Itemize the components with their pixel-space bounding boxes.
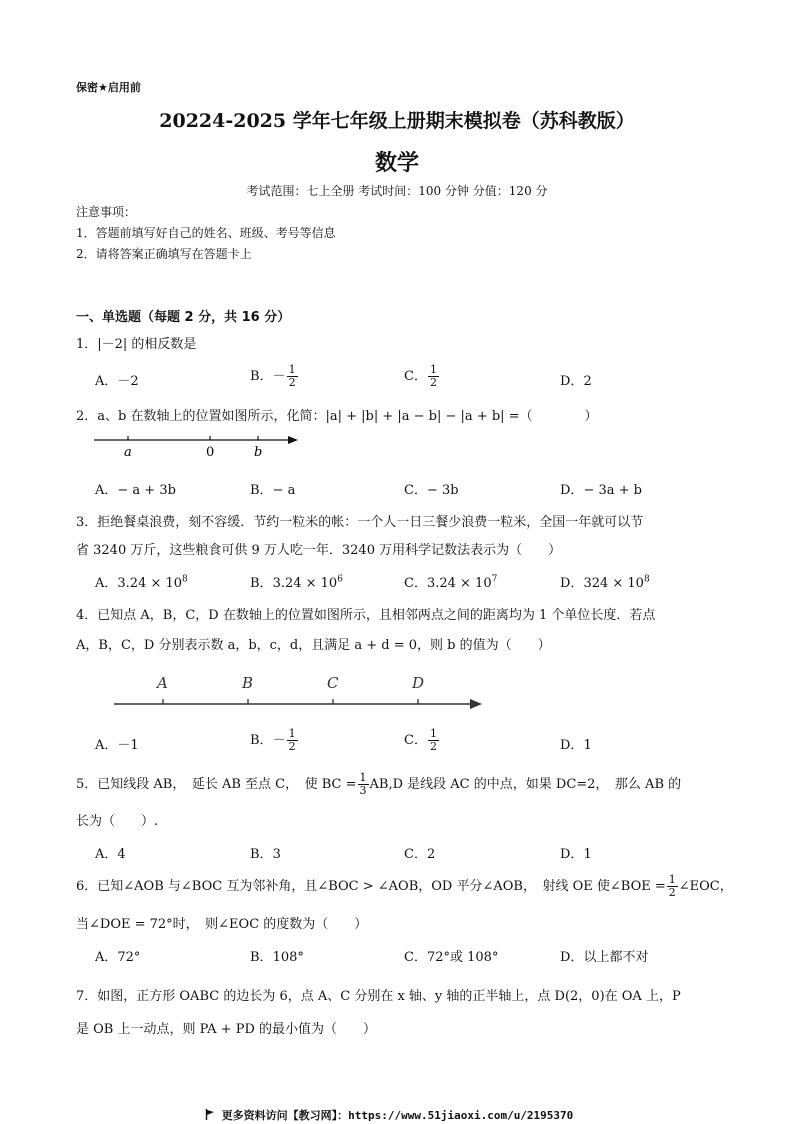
option-d: D．$324 \times 10^8$ [560, 574, 650, 591]
option-b: B．－ $\frac{1}{2}$ [250, 363, 296, 389]
fraction: $\frac{1}{2}$ [288, 727, 296, 753]
axis-label-a: a [124, 445, 132, 460]
question-stem-line: A，B，C，D 分别表示数 a，b，c，d，且满足 a + d = 0，则 b 的值为（ ） [76, 638, 551, 653]
exam-info: 考试范围：七上全册 考试时间：100 分钟 分值：120 分 [246, 184, 548, 198]
option-c: C．2 [404, 847, 436, 862]
option-b: B．$3.24 \times 10^6$ [250, 574, 343, 591]
question-stem-line: 省 3240 万斤，这些粮食可供 9 万人吃一年．3240 万用科学记数法表示为（ ） [76, 543, 562, 558]
fraction: $\frac{1}{2}$ [429, 727, 437, 753]
question-stem-line: 是 OB 上一动点，则 PA + PD 的最小值为（ ） [76, 1022, 377, 1037]
option-d: D．− 3a + b [560, 483, 642, 498]
note-item: 1．答题前填写好自己的姓名、班级、考号等信息 [76, 226, 336, 240]
number-line-figure [90, 430, 305, 460]
question-stem-line: 长为（ ）. [76, 814, 159, 829]
option-a: A．$3.24 \times 10^8$ [95, 574, 188, 591]
fraction: $\frac{1}{2}$ [429, 363, 437, 389]
option-b: B．3 [250, 847, 281, 862]
question-stem: 1．|－2| 的相反数是 [76, 337, 197, 352]
section-title: 一、单选题（每题 2 分，共 16 分） [76, 310, 291, 325]
axis-arrow [470, 699, 482, 709]
question-stem-line: 7．如图，正方形 OABC 的边长为 6，点 A、C 分别在 x 轴、y 轴的正半轴上，点 D(2，0)在 OA 上，P [76, 989, 681, 1004]
option-d: D．1 [560, 847, 592, 862]
note-item: 2．请将答案正确填写在答题卡上 [76, 247, 252, 261]
option-c: C．− 3b [404, 483, 459, 498]
axis-label-b: B [242, 674, 254, 692]
option-c: C． $\frac{1}{2}$ [404, 363, 437, 389]
fraction: $\frac{1}{2}$ [288, 363, 296, 389]
question-stem-line: 当∠DOE = 72°时， 则∠EOC 的度数为（ ） [76, 917, 368, 932]
fraction: $\frac{1}{2}$ [668, 873, 676, 899]
option-a: A．－2 [95, 374, 139, 389]
subject-title: 数学 [374, 150, 419, 176]
option-c: C．72°或 108° [404, 950, 499, 965]
flag-icon [205, 1109, 215, 1120]
axis-label-c: C [327, 674, 339, 692]
secret-label: 保密★启用前 [76, 81, 141, 94]
question-stem-line: 5．已知线段 AB， 延长 AB 至点 C， 使 BC = $\frac{1}{3}$ AB,D 是线段 AC 的中点，如果 DC=2， 那么 AB 的 [76, 771, 682, 797]
number-line-figure [110, 668, 490, 713]
option-a: A．− a + 3b [95, 483, 176, 498]
question-stem-line: 6．已知∠AOB 与∠BOC 互为邻补角，且∠BOC > ∠AOB，OD 平分∠AOB， 射线 OE 使∠BOE = $\frac{1}{2}$ ∠EOC， [76, 873, 733, 899]
axis-arrow [288, 436, 298, 444]
option-c: C． $\frac{1}{2}$ [404, 727, 437, 753]
exam-title: 20224-2025 学年七年级上册期末模拟卷（苏科教版） [159, 110, 635, 132]
option-a: A．72° [95, 950, 141, 965]
question-stem-line: 3．拒绝餐桌浪费，刻不容缓．节约一粒米的帐：一个人一日三餐少浪费一粒米，全国一年就可以节 [76, 515, 644, 530]
notes-title: 注意事项： [76, 205, 137, 219]
axis-label-a: A [157, 674, 168, 692]
option-a: A．－1 [95, 738, 139, 753]
option-d: D．2 [560, 374, 592, 389]
question-stem: 2．a、b 在数轴上的位置如图所示，化简：|a| + |b| + |a − b| − |a + b| =（ ） [76, 409, 598, 424]
axis-label-b: b [254, 445, 263, 460]
option-c: C．$3.24 \times 10^7$ [404, 574, 498, 591]
footer-link[interactable]: 更多资料访问【教习网】：https://www.51jiaoxi.com/u/2195370 [205, 1107, 573, 1123]
axis-label-d: D [412, 674, 425, 692]
question-stem-line: 4．已知点 A，B，C，D 在数轴上的位置如图所示，且相邻两点之间的距离均为 1 个单位长度．若点 [76, 608, 656, 623]
fraction: $\frac{1}{3}$ [359, 771, 367, 797]
option-b: B．− a [250, 483, 296, 498]
option-d: D．以上都不对 [560, 950, 649, 965]
option-b: B．108° [250, 950, 304, 965]
option-a: A．4 [95, 847, 126, 862]
axis-label-zero: 0 [206, 445, 215, 460]
option-b: B．－ $\frac{1}{2}$ [250, 727, 296, 753]
option-d: D．1 [560, 738, 592, 753]
